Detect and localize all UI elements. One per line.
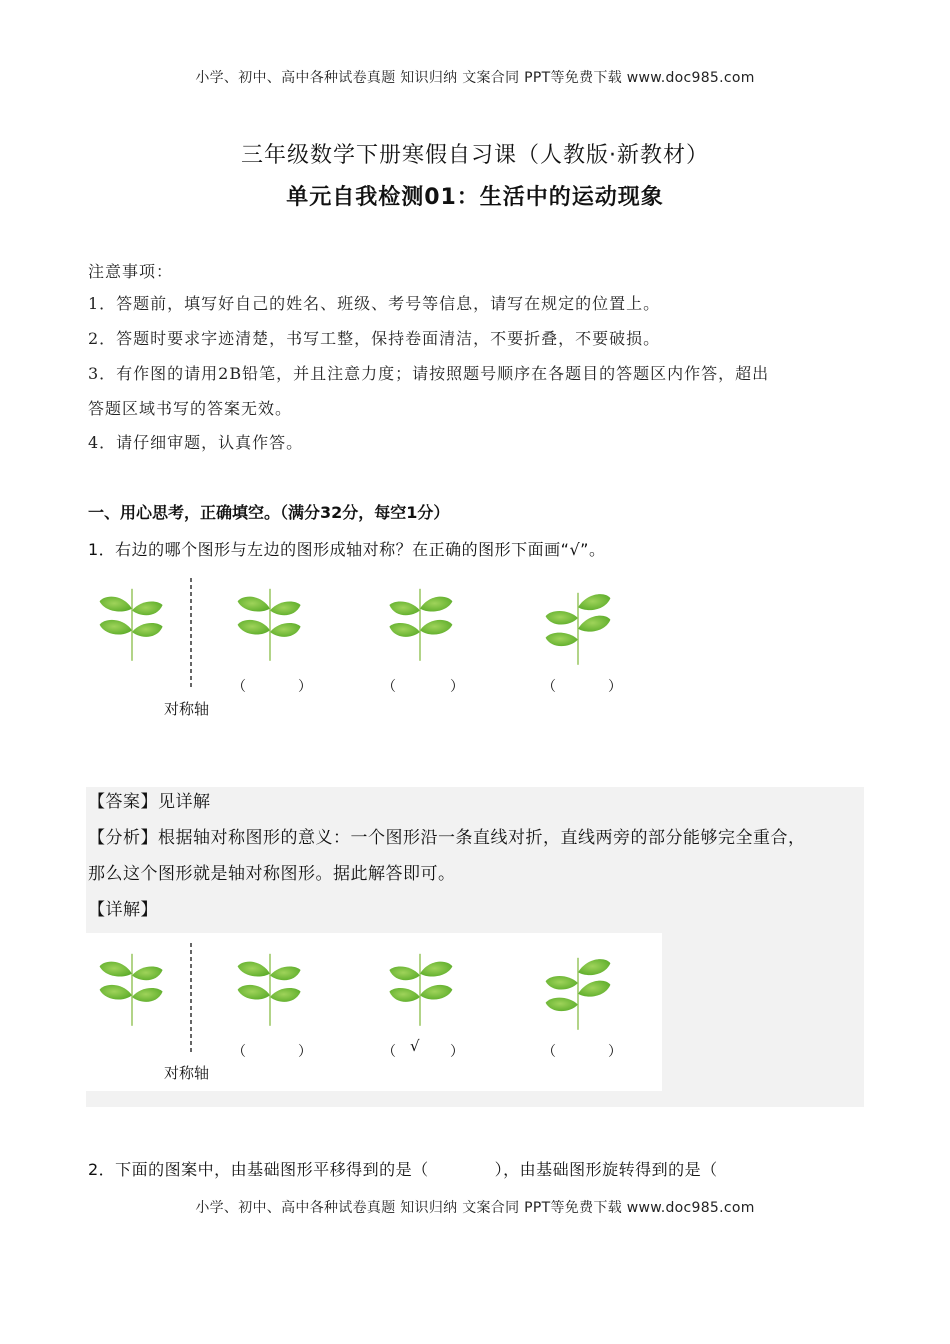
option-plant-1 <box>230 578 310 668</box>
detail-axis-label: 对称轴 <box>164 1064 210 1082</box>
detail-option-plant-3 <box>538 947 618 1037</box>
option-3-paren-open: （ <box>542 679 556 695</box>
detail-option-1-paren-open: （ <box>232 1044 246 1060</box>
notice-item-3-cont: 答题区域书写的答案无效。 <box>88 399 293 418</box>
option-2-paren-open: （ <box>382 679 396 695</box>
notice-heading: 注意事项： <box>88 262 174 281</box>
detail-option-1-paren-close: ） <box>298 1044 312 1060</box>
option-plant-2 <box>380 578 460 668</box>
detail-option-3-paren-close: ） <box>608 1044 622 1060</box>
detail-label: 【详解】 <box>88 900 158 920</box>
notice-item-1: 1．答题前，填写好自己的姓名、班级、考号等信息，请写在规定的位置上。 <box>88 294 661 313</box>
answer-line: 【答案】见详解 <box>88 792 211 812</box>
detail-symmetry-axis <box>186 943 196 1053</box>
option-3-paren-close: ） <box>608 679 622 695</box>
analysis-line-1: 【分析】根据轴对称图形的意义：一个图形沿一条直线对折，直线两旁的部分能够完全重合， <box>88 828 806 848</box>
detail-original-plant <box>92 943 172 1033</box>
check-mark: √ <box>410 1037 420 1055</box>
notice-item-2: 2．答题时要求字迹清楚，书写工整，保持卷面清洁，不要折叠，不要破损。 <box>88 329 661 348</box>
detail-figure <box>86 933 662 1091</box>
option-plant-3 <box>538 582 618 672</box>
notice-item-3: 3．有作图的请用2B铅笔，并且注意力度；请按照题号顺序在各题目的答题区内作答，超出 <box>88 364 770 383</box>
question-1-text: 1．右边的哪个图形与左边的图形成轴对称？在正确的图形下面画“√”。 <box>88 540 606 559</box>
page-header: 小学、初中、高中各种试卷真题 知识归纳 文案合同 PPT等免费下载 www.doc985.com <box>195 70 755 86</box>
question-1-figure <box>86 578 666 728</box>
option-1-paren-close: ） <box>298 679 312 695</box>
analysis-line-2: 那么这个图形就是轴对称图形。据此解答即可。 <box>88 864 456 884</box>
page-subtitle: 单元自我检测01：生活中的运动现象 <box>286 185 664 210</box>
notice-item-4: 4．请仔细审题，认真作答。 <box>88 433 304 452</box>
detail-option-3-paren-open: （ <box>542 1044 556 1060</box>
detail-option-plant-2 <box>380 943 460 1033</box>
option-2-paren-close: ） <box>450 679 464 695</box>
page-title: 三年级数学下册寒假自习课（人教版·新教材） <box>241 143 709 168</box>
detail-option-2-paren-close: ） <box>450 1044 464 1060</box>
page-footer: 小学、初中、高中各种试卷真题 知识归纳 文案合同 PPT等免费下载 www.doc985.com <box>195 1200 755 1216</box>
original-plant <box>92 578 172 668</box>
question-2-text: 2．下面的图案中，由基础图形平移得到的是（ ），由基础图形旋转得到的是（ <box>88 1160 718 1179</box>
detail-option-plant-1 <box>230 943 310 1033</box>
symmetry-axis-label: 对称轴 <box>164 700 210 718</box>
section-1-title: 一、用心思考，正确填空。（满分32分，每空1分） <box>88 503 450 522</box>
option-1-paren-open: （ <box>232 679 246 695</box>
symmetry-axis <box>186 578 196 688</box>
detail-option-2-paren-open: （ <box>382 1044 396 1060</box>
